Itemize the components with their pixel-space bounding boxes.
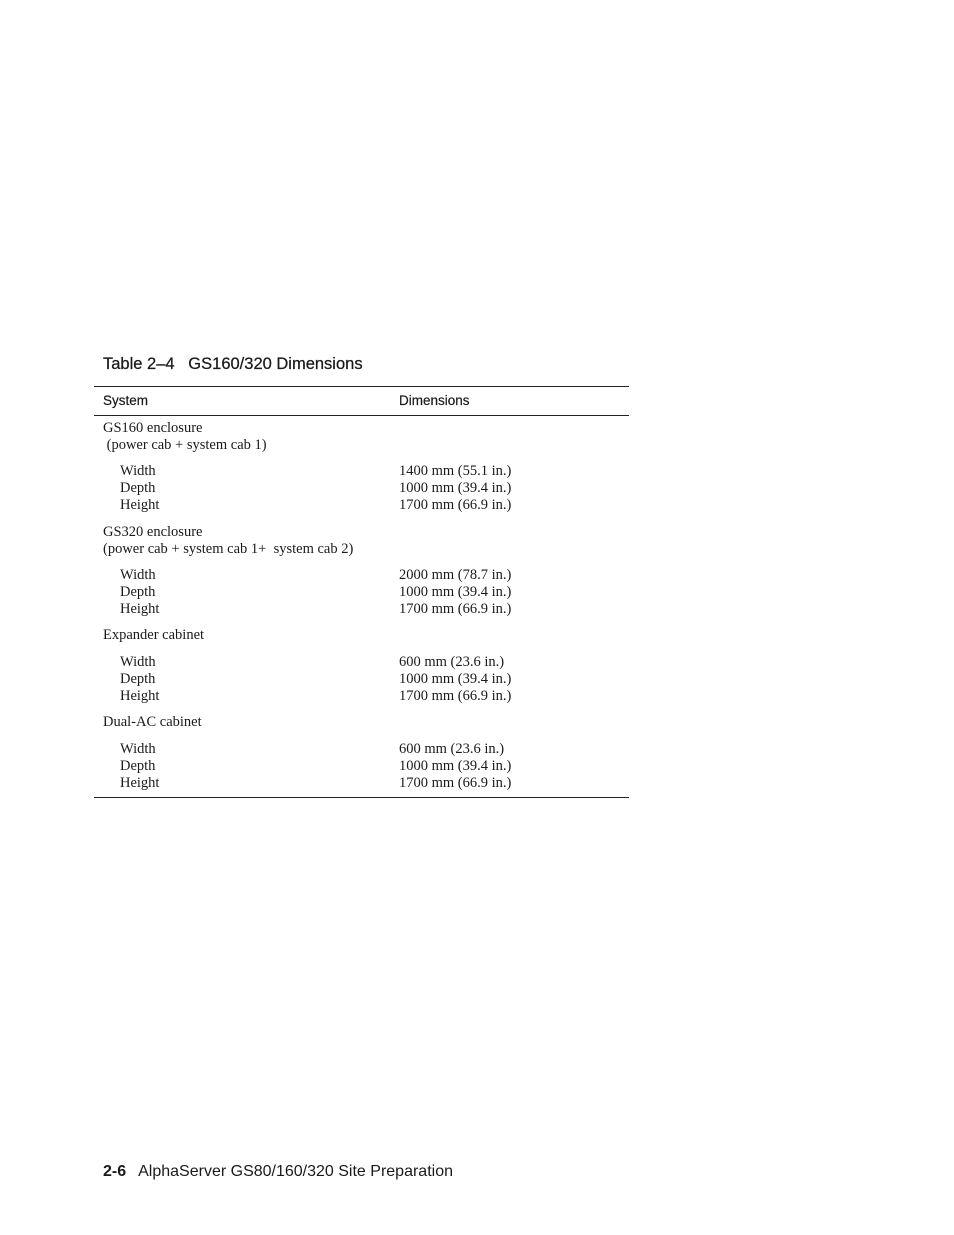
group-title: GS320 enclosure [103,524,203,540]
row-value: 600 mm (23.6 in.) [399,654,505,670]
row-label: Height [120,688,160,704]
group-subtitle: (power cab + system cab 1+ system cab 2) [103,541,354,557]
group-title: GS160 enclosure [103,420,203,436]
header-dimensions: Dimensions [399,393,470,408]
row-label: Depth [120,671,156,687]
group-title: Dual-AC cabinet [103,714,202,730]
dimensions-table [94,386,629,798]
row-label: Depth [120,584,156,600]
row-value: 1400 mm (55.1 in.) [399,463,512,479]
group-title: Expander cabinet [103,627,205,643]
row-label: Width [120,654,156,670]
page-number: 2-6 [103,1163,127,1180]
group-subtitle: (power cab + system cab 1) [103,437,267,453]
row-label: Width [120,463,156,479]
row-value: 1000 mm (39.4 in.) [399,480,512,496]
book-title: AlphaServer GS80/160/320 Site Preparation [138,1163,453,1180]
row-value: 1000 mm (39.4 in.) [399,671,512,687]
table-header-row [94,387,629,415]
table-body [94,416,629,797]
page-footer [103,1163,453,1181]
table-bottom-rule [94,797,629,798]
row-label: Depth [120,758,156,774]
row-label: Height [120,497,160,513]
row-value: 1700 mm (66.9 in.) [399,601,512,617]
row-label: Height [120,601,160,617]
row-value: 1700 mm (66.9 in.) [399,688,512,704]
table-caption: Table 2–4 GS160/320 Dimensions [103,355,363,373]
row-label: Width [120,567,156,583]
row-value: 1000 mm (39.4 in.) [399,584,512,600]
header-system: System [103,393,149,408]
row-label: Height [120,775,160,791]
row-value: 600 mm (23.6 in.) [399,741,505,757]
row-value: 1700 mm (66.9 in.) [399,775,512,791]
row-value: 2000 mm (78.7 in.) [399,567,512,583]
row-value: 1000 mm (39.4 in.) [399,758,512,774]
row-value: 1700 mm (66.9 in.) [399,497,512,513]
row-label: Width [120,741,156,757]
row-label: Depth [120,480,156,496]
